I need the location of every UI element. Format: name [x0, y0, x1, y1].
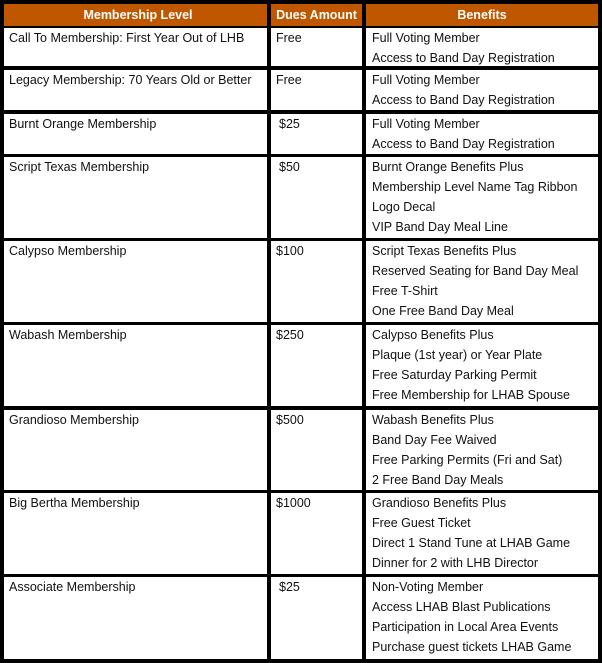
dues-amount-value: Free [276, 31, 302, 45]
dues-amount-cell [271, 410, 362, 490]
dues-amount-value: $250 [276, 328, 304, 342]
benefit-item: Access to Band Day Registration [372, 51, 555, 65]
dues-amount-cell [271, 157, 362, 238]
benefit-item: Membership Level Name Tag Ribbon [372, 180, 578, 194]
benefit-item: Direct 1 Stand Tune at LHAB Game [372, 536, 571, 550]
benefits-cell [366, 28, 598, 66]
membership-level-cell [4, 70, 267, 110]
benefit-item: 2 Free Band Day Meals [372, 473, 504, 487]
dues-amount-value: $25 [279, 117, 300, 131]
benefit-item: Wabash Benefits Plus [372, 413, 494, 427]
membership-level-name: Wabash Membership [9, 328, 127, 342]
benefits-cell [366, 70, 598, 110]
benefit-item: One Free Band Day Meal [372, 304, 514, 318]
benefits-cell [366, 114, 598, 154]
dues-amount-cell [271, 114, 362, 154]
membership-level-name: Script Texas Membership [9, 160, 150, 174]
membership-level-name: Legacy Membership: 70 Years Old or Better [9, 73, 252, 87]
membership-level-cell [4, 28, 267, 66]
benefit-item: Dinner for 2 with LHB Director [372, 556, 539, 570]
dues-amount-value: $500 [276, 413, 304, 427]
dues-amount-value: $50 [279, 160, 300, 174]
benefit-item: Free Guest Ticket [372, 516, 471, 530]
benefit-item: Free Parking Permits (Fri and Sat) [372, 453, 563, 467]
dues-amount-value: Free [276, 73, 302, 87]
header-benefits: Benefits [366, 4, 598, 26]
benefit-item: Full Voting Member [372, 73, 480, 87]
benefits-cell [366, 493, 598, 574]
benefit-item: Free T-Shirt [372, 284, 438, 298]
membership-level-name: Grandioso Membership [9, 413, 139, 427]
membership-level-name: Burnt Orange Membership [9, 117, 157, 131]
benefit-item: Full Voting Member [372, 117, 480, 131]
membership-level-name: Calypso Membership [9, 244, 127, 258]
membership-level-cell [4, 410, 267, 490]
benefit-item: Burnt Orange Benefits Plus [372, 160, 524, 174]
header-membership-level: Membership Level [4, 4, 267, 26]
benefit-item: Participation in Local Area Events [372, 620, 559, 634]
benefit-item: Grandioso Benefits Plus [372, 496, 507, 510]
membership-level-name: Call To Membership: First Year Out of LHB [9, 31, 245, 45]
membership-level-cell [4, 157, 267, 238]
dues-amount-value: $25 [279, 580, 300, 594]
membership-level-cell [4, 241, 267, 322]
membership-level-cell [4, 114, 267, 154]
benefits-cell [366, 410, 598, 490]
benefit-item: Logo Decal [372, 200, 436, 214]
benefit-item: Free Saturday Parking Permit [372, 368, 537, 382]
benefit-item: Access to Band Day Registration [372, 137, 555, 151]
benefit-item: Access to Band Day Registration [372, 93, 555, 107]
dues-amount-value: $100 [276, 244, 304, 258]
benefit-item: Non-Voting Member [372, 580, 484, 594]
dues-amount-cell [271, 325, 362, 406]
dues-amount-cell [271, 241, 362, 322]
membership-level-cell [4, 493, 267, 574]
benefit-item: Purchase guest tickets LHAB Game [372, 640, 572, 654]
dues-amount-cell [271, 493, 362, 574]
membership-level-cell [4, 325, 267, 406]
benefit-item: Plaque (1st year) or Year Plate [372, 348, 543, 362]
dues-amount-value: $1000 [276, 496, 311, 510]
benefit-item: Script Texas Benefits Plus [372, 244, 517, 258]
benefit-item: Calypso Benefits Plus [372, 328, 494, 342]
benefit-item: Band Day Fee Waived [372, 433, 497, 447]
benefits-cell [366, 157, 598, 238]
dues-amount-cell [271, 28, 362, 66]
membership-level-cell [4, 577, 267, 659]
benefits-cell [366, 577, 598, 659]
benefits-cell [366, 241, 598, 322]
membership-level-name: Big Bertha Membership [9, 496, 140, 510]
benefit-item: Reserved Seating for Band Day Meal [372, 264, 579, 278]
benefit-item: Free Membership for LHAB Spouse [372, 388, 571, 402]
header-dues-amount: Dues Amount [271, 4, 362, 26]
benefit-item: VIP Band Day Meal Line [372, 220, 508, 234]
benefit-item: Access LHAB Blast Publications [372, 600, 551, 614]
benefits-cell [366, 325, 598, 406]
membership-level-name: Associate Membership [9, 580, 136, 594]
dues-amount-cell [271, 70, 362, 110]
dues-amount-cell [271, 577, 362, 659]
benefit-item: Full Voting Member [372, 31, 480, 45]
